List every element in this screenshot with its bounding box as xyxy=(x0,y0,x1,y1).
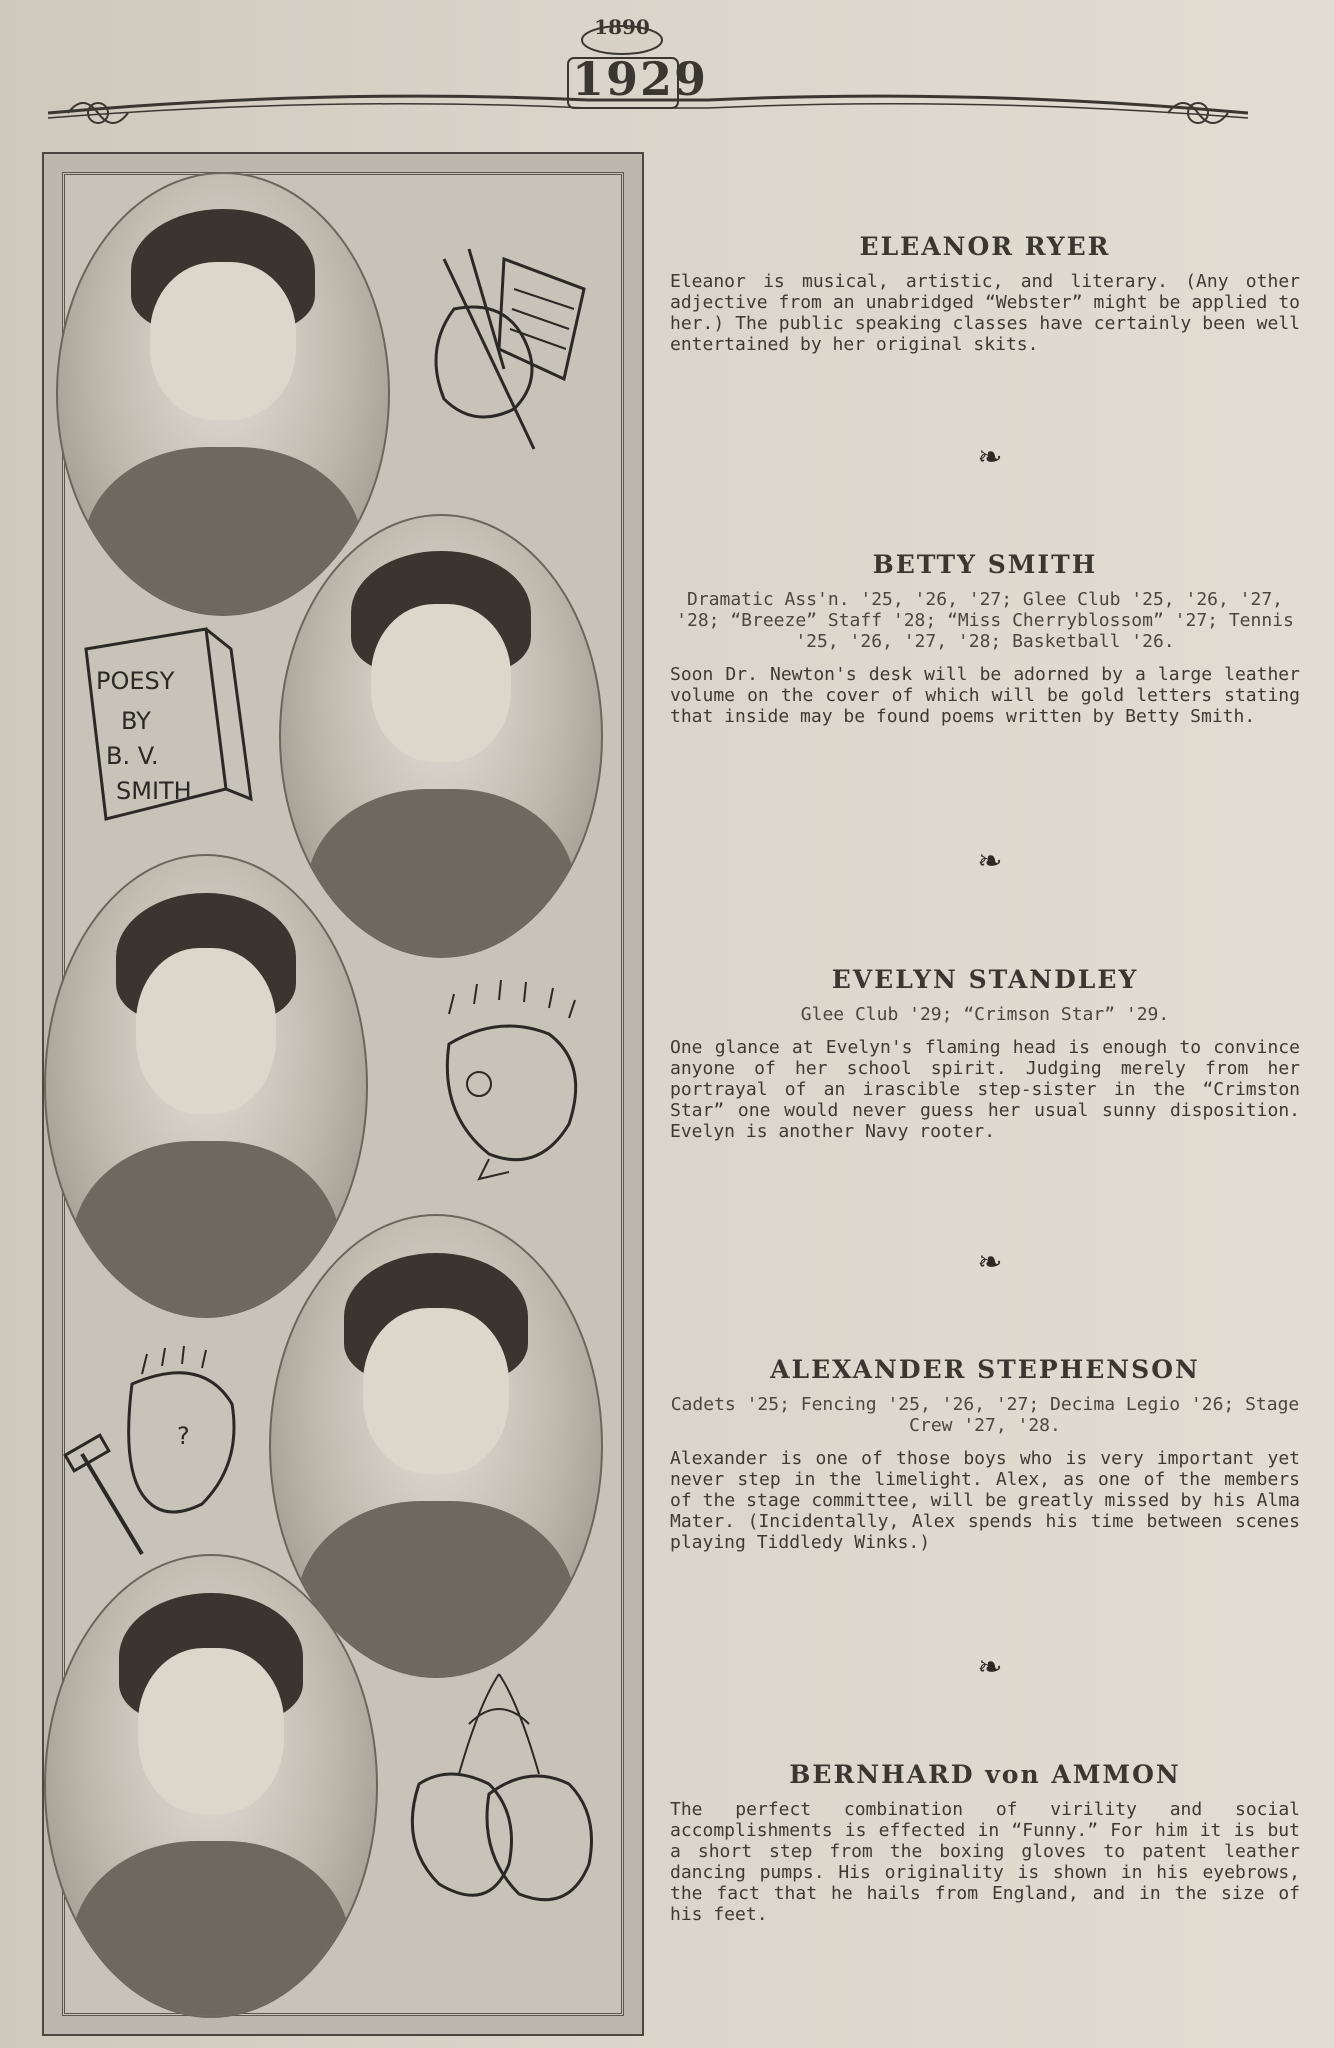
header-year-top: 1890 xyxy=(594,15,650,39)
entry-name: BERNHARD von AMMON xyxy=(789,1760,1181,1789)
entry-alexander-stephenson xyxy=(670,1355,1300,1553)
entry-activities: Glee Club '29; “Crimson Star” '29. xyxy=(800,1004,1170,1025)
head-icon xyxy=(429,974,589,1184)
entry-eleanor-ryer xyxy=(670,232,1300,355)
palette-icon xyxy=(414,229,594,459)
palette-sketch xyxy=(414,229,594,459)
boxing-gloves-sketch xyxy=(399,1664,599,1924)
flaming-head-sketch xyxy=(429,974,589,1184)
portrait-body xyxy=(307,789,576,958)
portrait-face xyxy=(138,1648,283,1814)
book-initials: B. V. xyxy=(106,742,159,770)
hammer-head-sketch xyxy=(62,1344,262,1574)
entry-name: ELEANOR RYER xyxy=(859,232,1111,261)
fleuron-divider: ❧ xyxy=(977,440,1003,475)
entry-name: ALEXANDER STEPHENSON xyxy=(770,1355,1200,1384)
portrait-face xyxy=(371,604,512,762)
photo-panel xyxy=(42,152,644,2036)
portrait-evelyn-standley xyxy=(44,854,368,1318)
entry-name: BETTY SMITH xyxy=(872,550,1098,579)
fleuron-divider: ❧ xyxy=(977,1245,1003,1280)
book-by-word: BY xyxy=(121,707,151,735)
portrait-face xyxy=(150,262,295,420)
entry-evelyn-standley xyxy=(670,965,1300,1142)
header-year-main: 1929 xyxy=(571,52,709,106)
portrait-betty-smith xyxy=(279,514,603,958)
entry-betty-smith xyxy=(670,550,1300,727)
portrait-body xyxy=(72,1141,341,1318)
portrait-face xyxy=(363,1308,508,1474)
entry-bio: The perfect combination of virility and social accomplishments is effected in “Funny.” For him it is but a short step from the boxing gloves to patent leather dancing pumps. His originality is shown in his eyebrows, the fact that he hails from England, and in the size of his feet. xyxy=(670,1799,1300,1925)
entry-bio: One glance at Evelyn's flaming head is enough to convince anyone of her school spirit. Judging merely from her portrayal of an irascible step-sister in the “Crimston Star” one would never guess her usual sunny disposition. Evelyn is another Navy rooter. xyxy=(670,1037,1300,1142)
portrait-eleanor-ryer xyxy=(56,172,390,616)
entry-activities: Dramatic Ass'n. '25, '26, '27; Glee Club '25, '26, '27, '28; “Breeze” Staff '28; “Miss Cherryblossom” '27; Tennis '25, '26, '27, '28; Basketball '26. xyxy=(676,589,1294,652)
entry-bernhard-von-ammon xyxy=(670,1760,1300,1925)
entry-bio: Alexander is one of those boys who is very important yet never step in the limelight. Alex, as one of the members of the stage committee, will be greatly missed by his Alma Mater. (Incidentally, Alex spends his time between scenes playing Tiddledy Winks.) xyxy=(670,1448,1300,1553)
fleuron-divider: ❧ xyxy=(977,1650,1003,1685)
book-author: SMITH xyxy=(116,777,192,805)
boxing-gloves-icon xyxy=(399,1664,599,1924)
entry-bio: Eleanor is musical, artistic, and literary. (Any other adjective from an unabridged “Webster” might be applied to her.) The public speaking classes have certainly been well entertained by her original skits. xyxy=(670,271,1300,355)
fleuron-divider: ❧ xyxy=(977,844,1003,879)
book-title-word: POESY xyxy=(96,667,175,695)
portrait-face xyxy=(136,948,277,1114)
profile-hammer-icon xyxy=(62,1344,262,1574)
portrait-bernhard-von-ammon xyxy=(44,1554,378,2018)
entry-name: EVELYN STANDLEY xyxy=(831,965,1139,994)
poesy-book-sketch xyxy=(66,619,266,829)
portrait-body xyxy=(72,1841,349,2018)
question-mark: ? xyxy=(177,1422,190,1450)
book-icon xyxy=(66,619,266,829)
entry-activities: Cadets '25; Fencing '25, '26, '27; Decima Legio '26; Stage Crew '27, '28. xyxy=(670,1394,1300,1436)
entry-bio: Soon Dr. Newton's desk will be adorned by a large leather volume on the cover of which will be gold letters stating that inside may be found poems written by Betty Smith. xyxy=(670,664,1300,727)
